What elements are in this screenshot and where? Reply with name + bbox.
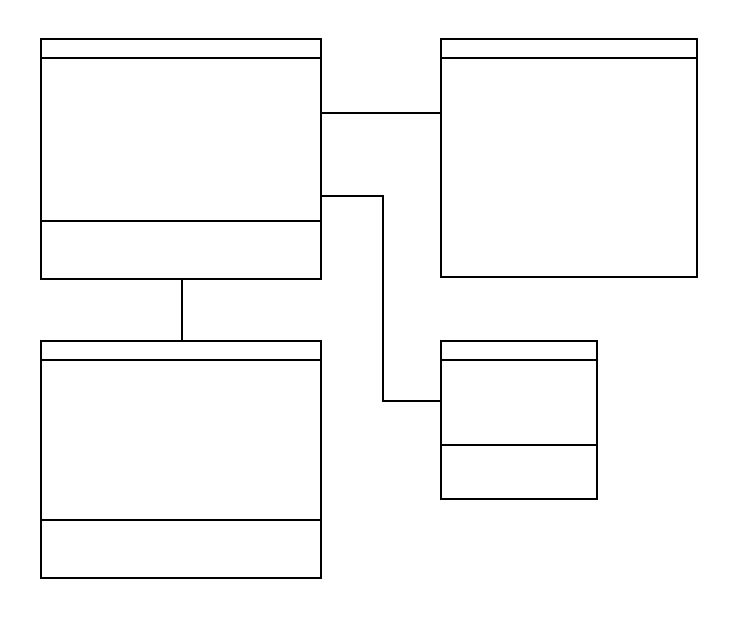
association-book-genre-segment-3 bbox=[382, 400, 440, 402]
class-author-title bbox=[442, 40, 696, 59]
attribute-separator bbox=[454, 69, 684, 81]
class-bookinstance-title bbox=[42, 342, 320, 361]
class-author[interactable] bbox=[440, 38, 698, 278]
class-genre-attributes bbox=[442, 361, 596, 446]
association-book-author bbox=[320, 112, 442, 114]
association-book-bookinstance bbox=[181, 278, 183, 340]
class-book-attributes bbox=[42, 59, 320, 222]
association-book-genre-segment-1 bbox=[320, 195, 384, 197]
attribute-separator bbox=[454, 371, 584, 383]
class-genre-title bbox=[442, 342, 596, 361]
class-author-attributes bbox=[442, 59, 696, 258]
attribute-separator bbox=[54, 69, 308, 81]
class-bookinstance[interactable] bbox=[40, 340, 322, 579]
association-book-genre-segment-2 bbox=[382, 195, 384, 402]
class-genre[interactable] bbox=[440, 340, 598, 500]
class-bookinstance-attributes bbox=[42, 361, 320, 521]
attribute-separator bbox=[54, 371, 308, 383]
class-book[interactable] bbox=[40, 38, 322, 280]
class-book-title bbox=[42, 40, 320, 59]
